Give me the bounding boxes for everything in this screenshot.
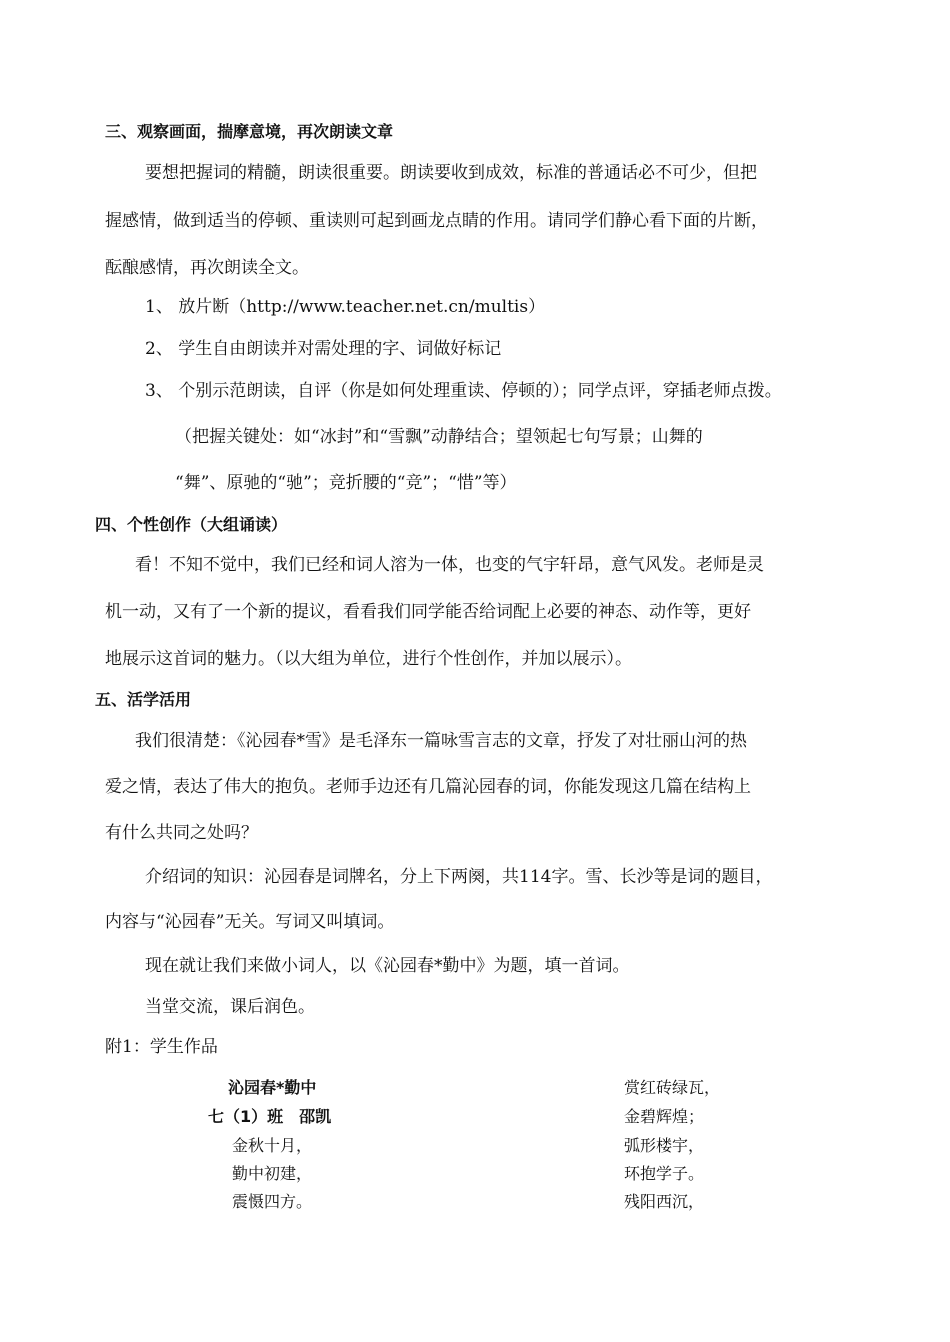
poem-title: 沁园春*勤中: [228, 1078, 317, 1097]
section5-para1-line-2: 爱之情，表达了伟大的抱负。老师手边还有几篇沁园春的词，你能发现这几篇在结构上: [105, 777, 751, 797]
poem-right-line-3: 弧形楼宇，: [624, 1136, 705, 1155]
section5-para2-line-2: 内容与“沁园春”无关。写词又叫填词。: [105, 912, 395, 932]
section3-note-line-2: “舞”、原驰的“驰”；竞折腰的“竞”；“惜”等）: [175, 473, 517, 493]
section5-para3: 现在就让我们来做小词人，以《沁园春*勤中》为题，填一首词。: [145, 956, 630, 976]
section4-para-line-1: 看！不知不觉中，我们已经和词人溶为一体，也变的气宇轩昂，意气风发。老师是灵: [135, 555, 764, 575]
appendix-label: 附1：学生作品: [105, 1037, 218, 1057]
section5-para1-line-1: 我们很清楚：《沁园春*雪》是毛泽东一篇咏雪言志的文章，抒发了对壮丽山河的热: [135, 731, 747, 751]
section4-para-line-3: 地展示这首词的魅力。（以大组为单位，进行个性创作，并加以展示）。: [105, 649, 632, 669]
poem-right-line-2: 金碧辉煌；: [624, 1107, 705, 1126]
section5-para4: 当堂交流，课后润色。: [145, 997, 315, 1017]
poem-author: 七（1）班 邵凯: [208, 1107, 332, 1126]
section3-para-line-3: 酝酿感情，再次朗读全文。: [105, 258, 309, 278]
section3-note-line-1: （把握关键处：如“冰封”和“雪飘”动静结合；望领起七句写景；山舞的: [175, 427, 703, 447]
section5-heading: 五、活学活用: [95, 690, 192, 709]
section4-heading: 四、个性创作（大组诵读）: [95, 515, 288, 534]
section3-item-2: 2、 学生自由朗读并对需处理的字、词做好标记: [145, 339, 502, 359]
section3-item-1: 1、 放片断（http://www.teacher.net.cn/multis）: [145, 297, 546, 317]
section5-para1-line-3: 有什么共同之处吗？: [105, 823, 258, 843]
section5-para2-line-1: 介绍词的知识：沁园春是词牌名，分上下两阕，共114字。雪、长沙等是词的题目，: [145, 867, 773, 887]
section3-item-3: 3、 个别示范朗读，自评（你是如何处理重读、停顿的）；同学点评，穿插老师点拨。: [145, 381, 782, 401]
poem-left-line-1: 金秋十月，: [232, 1136, 313, 1155]
section4-para-line-2: 机一动，又有了一个新的提议，看看我们同学能否给词配上必要的神态、动作等，更好: [105, 602, 751, 622]
poem-left-line-2: 勤中初建，: [232, 1164, 313, 1183]
poem-right-line-4: 环抱学子。: [624, 1164, 705, 1183]
section3-heading: 三、观察画面，揣摩意境，再次朗读文章: [105, 122, 394, 141]
poem-left-line-3: 震慑四方。: [232, 1192, 313, 1211]
poem-right-line-1: 赏红砖绿瓦，: [624, 1078, 721, 1097]
section3-para-line-1: 要想把握词的精髓，朗读很重要。朗读要收到成效，标准的普通话必不可少，但把: [145, 163, 757, 183]
poem-right-line-5: 残阳西沉，: [624, 1192, 705, 1211]
section3-para-line-2: 握感情，做到适当的停顿、重读则可起到画龙点睛的作用。请同学们静心看下面的片断，: [105, 211, 768, 231]
